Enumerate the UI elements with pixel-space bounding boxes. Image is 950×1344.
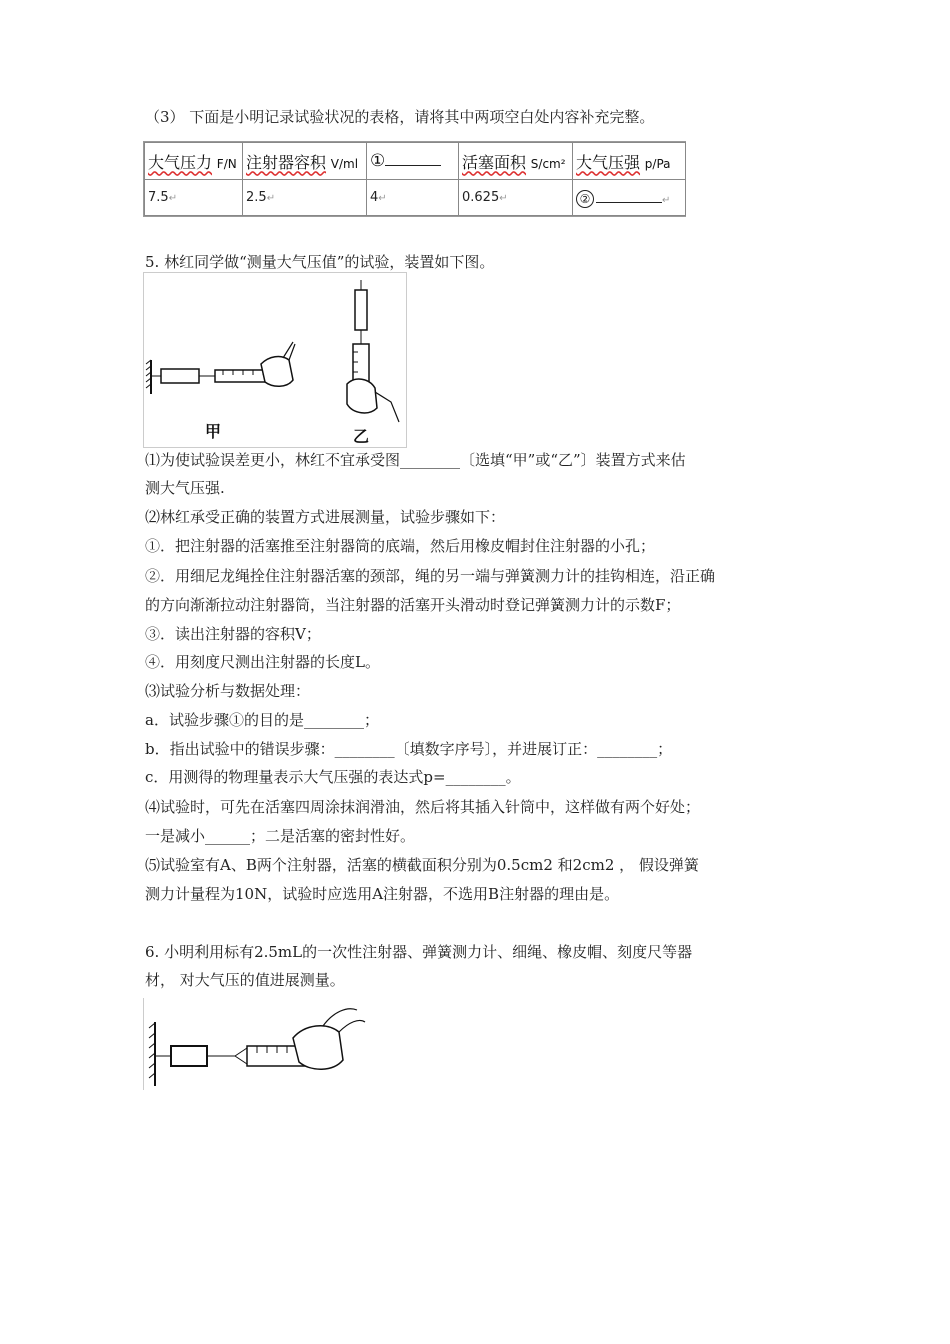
header-cell: 大气压强 p/Pa <box>573 143 686 180</box>
q5-line: ⑴为使试验误差更小，林红不宜承受图________〔选填“甲”或“乙”〕装置方式来估 <box>145 451 686 469</box>
table-cell: 2.5↵ <box>243 180 367 216</box>
figure-jia <box>146 342 295 441</box>
q5-line: 的方向渐渐拉动注射器筒，当注射器的活塞开头滑动时登记弹簧测力计的示数F； <box>145 596 681 614</box>
table-cell: 4↵ <box>367 180 459 216</box>
figure-label-yi: 乙 <box>353 427 370 446</box>
q5-line: b．指出试验中的错误步骤：________〔填数字序号〕，并进展订正：________； <box>145 740 673 758</box>
q5-line: ⑵林红承受正确的装置方式进展测量，试验步骤如下： <box>145 508 506 526</box>
q5-line: a．试验步骤①的目的是________； <box>145 711 379 729</box>
figure-yi <box>347 280 399 446</box>
syringe-figure-q6 <box>143 998 367 1090</box>
q5-line: ⑸试验室有A、B两个注射器，活塞的横截面积分别为0.5cm2 和2cm2 ， 假设弹簧 <box>145 856 699 874</box>
header-cell: 活塞面积 S/cm² <box>459 143 573 180</box>
q5-line: ③．读出注射器的容积V； <box>145 625 321 643</box>
table-row <box>145 180 686 216</box>
header-cell: 大气压力 F/N <box>145 143 243 180</box>
q6-line: 材， 对大气压的值进展测量。 <box>145 971 345 989</box>
syringe-figure-jia-yi <box>143 272 407 448</box>
q6-line: 6. 小明利用标有2.5mL的一次性注射器、弹簧测力计、细绳、橡皮帽、刻度尺等器 <box>145 943 693 961</box>
table-cell: 0.625↵ <box>459 180 573 216</box>
table-cell: 7.5↵ <box>145 180 243 216</box>
table-header-row <box>145 143 686 180</box>
q5-line: c．用测得的物理量表示大气压强的表达式p=________。 <box>145 768 521 786</box>
q5-line: 测力计量程为10N，试验时应选用A注射器，不选用B注射器的理由是。 <box>145 885 620 903</box>
q5-line: 一是减小______；二是活塞的密封性好。 <box>145 827 416 845</box>
q5-line: ④．用刻度尺测出注射器的长度L。 <box>145 653 380 671</box>
figure-label-jia: 甲 <box>205 422 222 441</box>
q5-title: 5. 林红同学做“测量大气压值”的试验，装置如下图。 <box>145 253 495 271</box>
q5-line: ⑷试验时，可先在活塞四周涂抹润滑油，然后将其插入针筒中，这样做有两个好处； <box>145 798 701 816</box>
data-table <box>143 141 686 217</box>
q4-part3-intro: （3） 下面是小明记录试验状况的表格，请将其中两项空白处内容补充完整。 <box>145 108 655 126</box>
q5-line: ⑶试验分析与数据处理： <box>145 682 311 700</box>
q5-line: 测大气压强. <box>145 479 225 497</box>
q5-line: ①．把注射器的活塞推至注射器筒的底端，然后用橡皮帽封住注射器的小孔； <box>145 537 656 555</box>
header-cell: 注射器容积 V/ml <box>243 143 367 180</box>
q5-line: ②．用细尼龙绳拴住注射器活塞的颈部，绳的另一端与弹簧测力计的挂钩相连，沿正确 <box>145 567 716 585</box>
table-cell-blank-2[interactable]: ② ↵ <box>573 180 686 216</box>
header-cell-blank-1[interactable]: ① <box>367 143 459 180</box>
